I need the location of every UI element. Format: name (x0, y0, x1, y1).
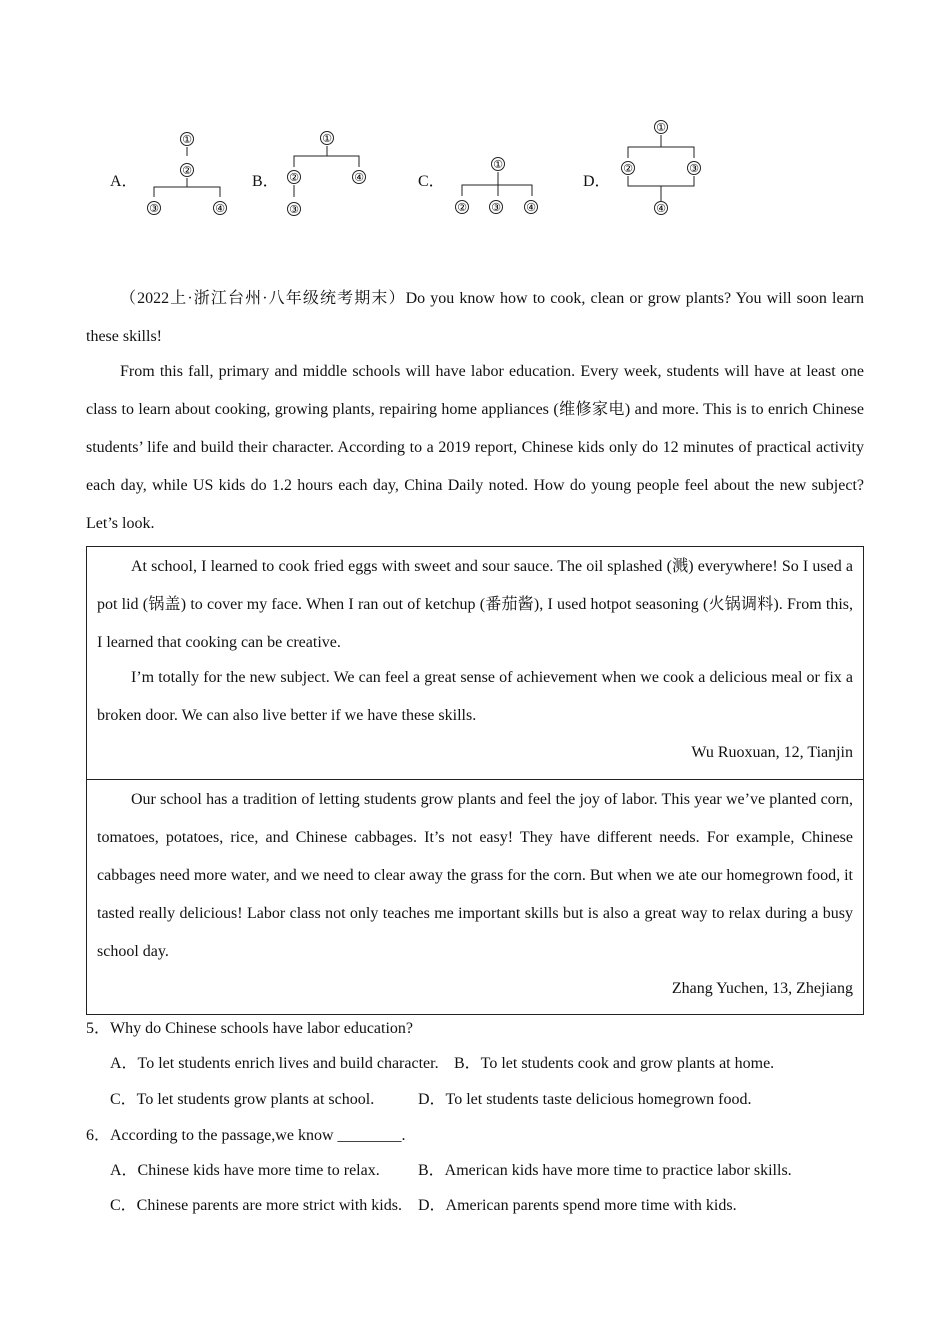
diagram-c-node-1: ① (493, 158, 503, 171)
testimonial-box-1 (86, 546, 864, 780)
diagram-d[interactable] (612, 114, 712, 222)
diagram-d-node-1: ① (656, 121, 666, 134)
diagram-a[interactable] (140, 126, 240, 222)
question-6-option-a[interactable]: A．Chinese kids have more time to relax. (110, 1162, 380, 1179)
diagram-b-node-3: ③ (289, 203, 299, 216)
option-b-label[interactable]: B． (252, 173, 279, 190)
testimonial-1-paragraph-1: At school, I learned to cook fried eggs with sweet and sour sauce. The oil splashed (溅) everywhere! So I used a pot lid (锅盖) to cover my face. When I ran out of ketchup (番茄酱), I used hotpot seasoning (火锅调料). From this, I learned that cooking can be creative. (97, 558, 853, 651)
question-5-stem: 5．Why do Chinese schools have labor education? (86, 1020, 414, 1037)
diagram-c[interactable] (448, 152, 548, 222)
diagram-a-node-3: ③ (149, 202, 159, 215)
diagram-c-node-4: ④ (526, 201, 536, 214)
diagram-d-node-4: ④ (656, 202, 666, 215)
question-5-option-c[interactable]: C．To let students grow plants at school. (110, 1091, 375, 1108)
diagram-a-node-4: ④ (215, 202, 225, 215)
question-6-option-d[interactable]: D．American parents spend more time with kids. (418, 1197, 737, 1214)
diagram-d-node-3: ③ (689, 162, 699, 175)
diagram-b[interactable] (280, 126, 380, 222)
testimonial-1-signature: Wu Ruoxuan, 12, Tianjin (691, 744, 853, 761)
diagram-c-node-3: ③ (491, 201, 501, 214)
option-d-label[interactable]: D． (583, 173, 611, 190)
diagram-b-node-1: ① (322, 132, 332, 145)
testimonial-1-paragraph-2: I’m totally for the new subject. We can feel a great sense of achievement when we cook a delicious meal or fix a broken door. We can also live better if we have these skills. (97, 669, 853, 724)
testimonial-2-signature: Zhang Yuchen, 13, Zhejiang (671, 980, 853, 997)
question-6-option-b[interactable]: B．American kids have more time to practice labor skills. (418, 1162, 792, 1179)
passage-intro: （2022上·浙江台州·八年级统考期末）Do you know how to cook, clean or grow plants? You will soon learn these skills! (86, 290, 864, 345)
question-6-option-c[interactable]: C．Chinese parents are more strict with kids. (110, 1197, 402, 1214)
testimonial-box-2 (86, 779, 864, 1015)
diagram-a-node-1: ① (182, 133, 192, 146)
passage-paragraph-2: From this fall, primary and middle schools will have labor education. Every week, students will have at least one class to learn about cooking, growing plants, repairing home appliances (维修家电) and more. This is to enrich Chinese students’ life and build their character. According to a 2019 report, Chinese kids only do 12 minutes of practical activity each day, while US kids do 1.2 hours each day, China Daily noted. How do young people feel about the new subject? Let’s look. (86, 363, 864, 532)
testimonial-2-paragraph-1: Our school has a tradition of letting students grow plants and feel the joy of labor. This year we’ve planted corn, tomatoes, potatoes, rice, and Chinese cabbages. It’s not easy! They have different needs. For example, Chinese cabbages need more water, and we need to clear away the grass for the corn. But when we ate our homegrown food, it tasted really delicious! Labor class not only teaches me important skills but is also a great way to relax during a busy school day. (97, 791, 853, 960)
diagram-c-node-2: ② (457, 201, 467, 214)
question-5-option-a[interactable]: A．To let students enrich lives and build character. (110, 1055, 439, 1072)
diagram-b-node-2: ② (289, 171, 299, 184)
option-c-label[interactable]: C． (418, 173, 445, 190)
question-6-stem: 6．According to the passage,we know ________. (86, 1127, 406, 1144)
diagram-d-node-2: ② (623, 162, 633, 175)
option-a-label[interactable]: A． (110, 173, 138, 190)
diagram-a-node-2: ② (182, 164, 192, 177)
question-5-option-d[interactable]: D．To let students taste delicious homegrown food. (418, 1091, 752, 1108)
diagram-b-node-4: ④ (354, 171, 364, 184)
question-5-option-b[interactable]: B．To let students cook and grow plants at home. (454, 1055, 775, 1072)
